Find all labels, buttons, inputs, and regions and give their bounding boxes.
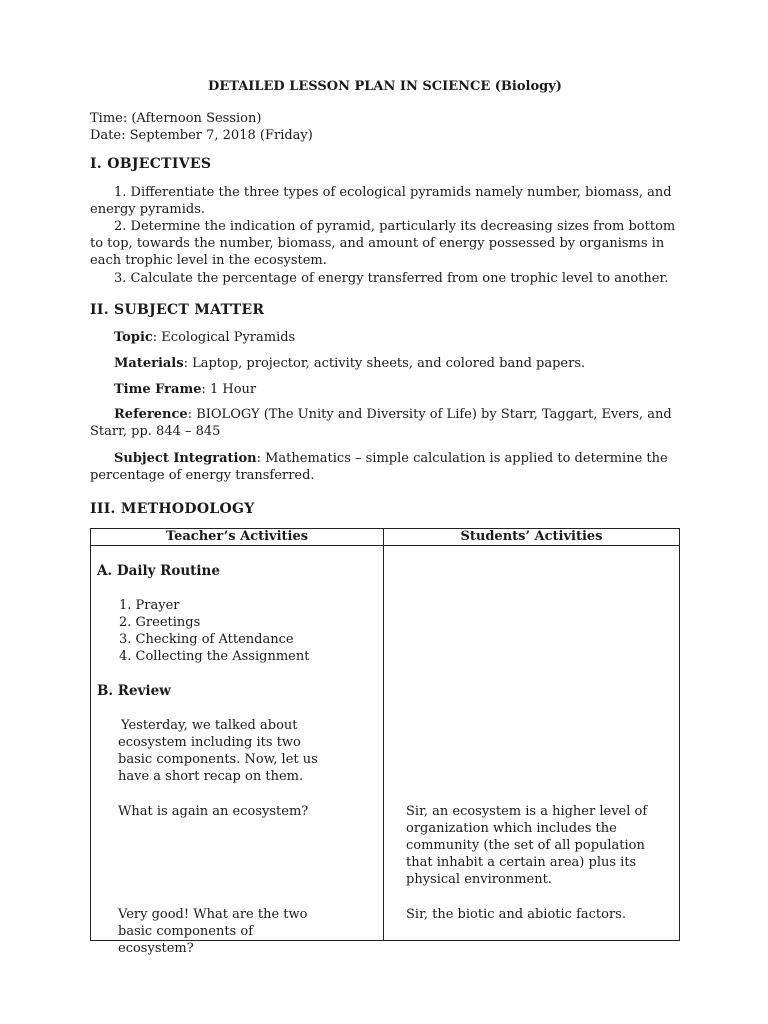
student-answer: Sir, the biotic and abiotic factors.	[406, 907, 626, 922]
integration-line	[90, 450, 678, 484]
materials-value: : Laptop, projector, activity sheets, and colored band papers.	[183, 356, 586, 371]
list-item: 4. Collecting the Assignment	[119, 649, 310, 664]
objective-item: 1. Differentiate the three types of ecological pyramids namely number, biomass, and energy pyramids.	[90, 185, 672, 217]
topic-value: : Ecological Pyramids	[152, 330, 296, 345]
objectives-heading: I. OBJECTIVES	[90, 156, 212, 172]
topic-label: Topic	[114, 330, 153, 345]
review-heading: B. Review	[97, 683, 171, 699]
review-intro: Yesterday, we talked about ecosystem including its two basic components. Now, let us have a short recap on them.	[118, 718, 318, 784]
student-answer: Sir, an ecosystem is a higher level of organization which includes the community (the set of all population that inhabit a certain area) plus its physical environment.	[406, 804, 648, 887]
methodology-table	[90, 528, 680, 956]
topic-line	[90, 329, 678, 346]
daily-routine-heading: A. Daily Routine	[97, 563, 220, 579]
materials-line	[90, 355, 678, 372]
reference-line	[90, 406, 678, 440]
list-item: 1. Prayer	[119, 598, 180, 613]
reference-value: : BIOLOGY (The Unity and Diversity of Life) by Starr, Taggart, Evers, and Starr, pp. 844 – 845	[90, 407, 672, 439]
timeframe-value: : 1 Hour	[201, 382, 257, 397]
routine-list	[119, 597, 309, 665]
list-item: 3. Checking of Attendance	[119, 632, 294, 647]
teacher-question: What is again an ecosystem?	[118, 804, 309, 819]
objective-item: 3. Calculate the percentage of energy transferred from one trophic level to another.	[114, 271, 669, 286]
teacher-column-header: Teacher’s Activities	[91, 529, 384, 546]
teacher-question: Very good! What are the two basic components of ecosystem?	[118, 907, 308, 956]
timeframe-label: Time Frame	[114, 382, 202, 397]
teacher-activities-cell	[91, 546, 384, 956]
session-date: Date: September 7, 2018 (Friday)	[90, 128, 313, 143]
students-column-header: Students’ Activities	[384, 529, 680, 546]
subject-matter-heading: II. SUBJECT MATTER	[90, 302, 265, 318]
integration-label: Subject Integration	[114, 451, 257, 466]
objective-item: 2. Determine the indication of pyramid, particularly its decreasing sizes from bottom to top, towards the number, biomass, and amount of energy possessed by organisms in each trophic level in the ecosystem.	[90, 219, 676, 268]
document-title: DETAILED LESSON PLAN IN SCIENCE (Biology)	[208, 79, 562, 94]
session-info	[90, 110, 313, 144]
timeframe-line	[90, 381, 678, 398]
session-time: Time: (Afternoon Session)	[90, 111, 262, 126]
students-activities-cell	[384, 546, 680, 941]
methodology-heading: III. METHODOLOGY	[90, 501, 255, 517]
integration-value: : Mathematics – simple calculation is applied to determine the percentage of energy transferred.	[90, 451, 668, 483]
materials-label: Materials	[114, 356, 184, 371]
list-item: 2. Greetings	[119, 615, 201, 630]
reference-label: Reference	[114, 407, 188, 422]
